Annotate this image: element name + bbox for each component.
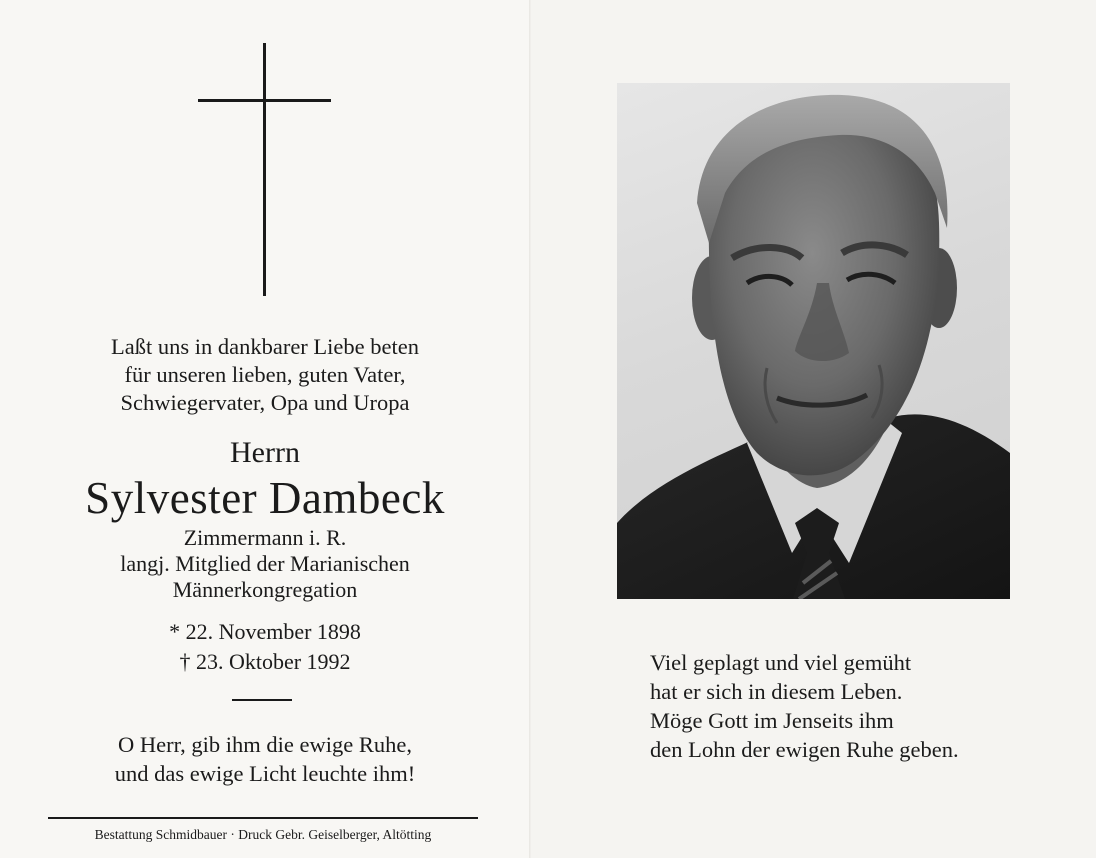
deceased-details xyxy=(40,525,490,603)
verse-line: Viel geplagt und viel gemüht xyxy=(650,650,912,675)
intro-line: Schwiegervater, Opa und Uropa xyxy=(120,390,410,415)
intro-text xyxy=(40,333,490,417)
life-dates xyxy=(40,617,490,677)
deceased-name: Sylvester Dambeck xyxy=(85,473,445,523)
detail-line: langj. Mitglied der Marianischen xyxy=(120,551,410,576)
intro-line: Laßt uns in dankbarer Liebe beten xyxy=(110,334,419,359)
death-date: † 23. Oktober 1992 xyxy=(179,649,351,674)
verse-line: den Lohn der ewigen Ruhe geben. xyxy=(650,737,959,762)
closing-prayer xyxy=(40,730,490,788)
prayer-line: O Herr, gib ihm die ewige Ruhe, xyxy=(117,732,413,757)
cross-horizontal-bar xyxy=(198,99,331,102)
printer-credit: Bestattung Schmidbauer · Druck Gebr. Geiselberger, Altötting xyxy=(94,827,432,842)
portrait-photo xyxy=(617,83,1010,599)
card-fold xyxy=(529,0,531,858)
verse-line: Möge Gott im Jenseits ihm xyxy=(650,708,894,733)
footer-rule xyxy=(48,817,478,819)
birth-date: * 22. November 1898 xyxy=(169,619,361,644)
prayer-line: und das ewige Licht leuchte ihm! xyxy=(114,761,416,786)
salutation: Herrn xyxy=(230,436,300,469)
verse-line: hat er sich in diesem Leben. xyxy=(650,679,903,704)
detail-line: Zimmermann i. R. xyxy=(183,525,347,550)
detail-line: Männerkongregation xyxy=(172,577,358,602)
portrait-illustration xyxy=(617,83,1010,599)
intro-line: für unseren lieben, guten Vater, xyxy=(124,362,406,387)
cross-vertical-bar xyxy=(263,43,266,296)
memorial-verse xyxy=(650,648,1050,764)
divider xyxy=(232,699,292,701)
